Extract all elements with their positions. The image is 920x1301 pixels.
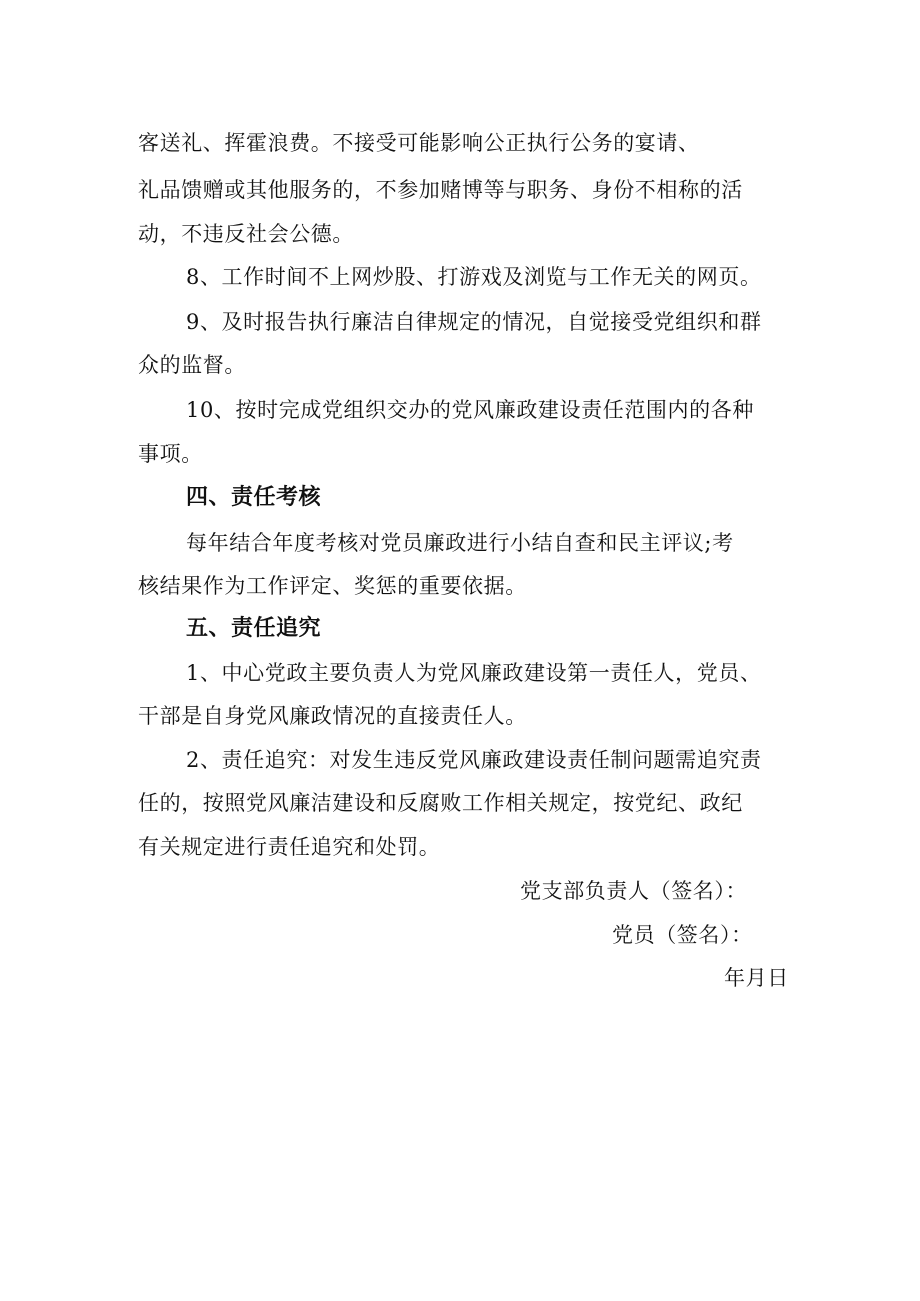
section4-paragraph: 每年结合年度考核对党员廉政进行小结自查和民主评议;考 [186,531,734,555]
section5-item-2: 2、责任追究：对发生违反党风廉政建设责任制问题需追究责 [186,748,762,772]
item-10: 10、按时完成党组织交办的党风廉政建设责任范围内的各种 [186,398,754,422]
item-8: 8、工作时间不上网炒股、打游戏及浏览与工作无关的网页。 [186,265,762,289]
section-heading-responsibility-assessment: 四、责任考核 [186,485,322,510]
section4-paragraph-cont: 核结果作为工作评定、奖惩的重要依据。 [138,574,527,598]
signature-member: 党员（签名）： [612,923,753,947]
signature-branch-leader: 党支部负责人（签名）： [520,879,748,903]
section5-item-2-cont: 任的，按照党风廉洁建设和反腐败工作相关规定，按党纪、政纪 [138,791,743,815]
item-9: 9、及时报告执行廉洁自律规定的情况，自觉接受党组织和群 [186,310,762,334]
section5-item-1-cont: 干部是自身党风廉政情况的直接责任人。 [138,704,527,728]
signature-date: 年月日 [724,966,789,990]
section-heading-accountability: 五、责任追究 [186,616,322,641]
section5-item-2-cont: 有关规定进行责任追究和处罚。 [138,835,441,859]
item-9-cont: 众的监督。 [138,353,246,377]
paragraph-line: 客送礼、挥霍浪费。不接受可能影响公正执行公务的宴请、 [138,131,700,155]
paragraph-line: 礼品馈赠或其他服务的，不参加赌博等与职务、身份不相称的活 [138,178,743,202]
item-10-cont: 事项。 [138,442,203,466]
section5-item-1: 1、中心党政主要负责人为党风廉政建设第一责任人，党员、 [186,661,762,685]
paragraph-line: 动，不违反社会公德。 [138,222,354,246]
